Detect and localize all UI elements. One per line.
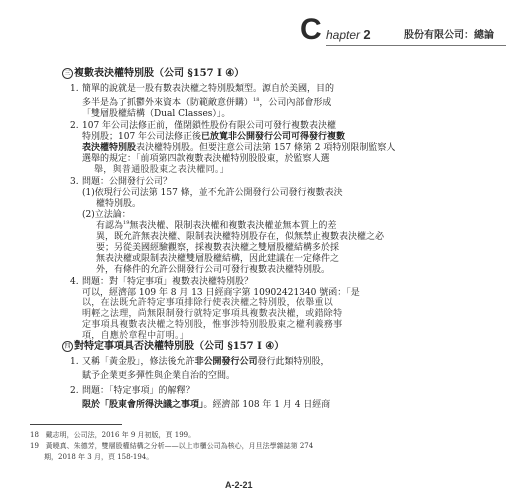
- footnote-text: 戴志明，公司法，2016 年 9 月初版，頁 199。: [45, 431, 196, 439]
- sub-item-line: (2)立法論：: [82, 210, 131, 220]
- paragraph-line: 無表決權或限制表決權雙層股權結構，因此建議在一定條件之: [96, 254, 340, 264]
- paragraph-line: 「雙層股權結構（Dual Classes）」。: [82, 109, 231, 119]
- text-span: 有認為: [96, 221, 124, 231]
- section-heading-veto: [62, 340, 284, 354]
- section-title: 複數表決權特別股（公司 §157 Ⅰ ④）: [74, 68, 245, 79]
- footnote-number: 19: [30, 442, 39, 450]
- quote-line: 以，在法既允許特定事項排除行使表決權之特別股，依舉重以: [82, 298, 334, 308]
- sub-item-line: (1)依現行公司法第 157 條，並不允許公開發行公司發行複數表決: [82, 188, 343, 198]
- text-span: 多半是為了抓鬱外來資本（防範敵意併購）: [82, 98, 254, 108]
- item-number: 1.: [70, 84, 79, 94]
- chapter-word: hapter: [326, 28, 361, 42]
- paragraph-line: 異，既允許無表決權、限制表決權特別股存在，似無禁止複數表決權之必: [96, 232, 385, 242]
- chapter-label: [326, 28, 371, 42]
- footnote-text: 黃曉真、朱德芳，雙層股權結構之分析——以上市櫃公司為核心，月旦法學雜誌第 274: [45, 442, 314, 450]
- item-number: 1.: [70, 357, 79, 367]
- question-line: 問題：公開發行公司？: [82, 177, 173, 187]
- section-marker: 三: [62, 68, 73, 79]
- quote-line: 項，自應於章程中訂明。」: [82, 331, 190, 341]
- paragraph-line: 簡單的說就是一股有數表決權之特別股類型。源自於美國，目的: [82, 84, 335, 94]
- chapter-header: [300, 14, 510, 54]
- quote-line: 明輕之法理，尚無限制發行就特定事項具複數表決權，或錯除特: [82, 309, 343, 319]
- text-span: 表決權特別股。但要注意公司法第 157 條第 2 項特別限制監察人: [136, 143, 396, 153]
- text-span: 。經濟部 108 年 1 月 4 日經商: [203, 400, 331, 410]
- text-span: 立法論：: [94, 210, 131, 220]
- section-marker: 四: [62, 341, 73, 352]
- item-number: 2.: [70, 386, 79, 396]
- paragraph-line: [82, 398, 330, 412]
- paragraph-line: [82, 355, 330, 369]
- quote-line: 定事項具複數表決權之特別股，惟事涉特別股股東之權利義務事: [82, 320, 343, 330]
- emphasis-text: 已放寬非公開發行公司可得發行複數: [201, 132, 346, 142]
- chapter-letter: C: [300, 13, 322, 46]
- question-line: 問題：「特定事項」的解釋？: [82, 386, 195, 396]
- text-span: 特別股；107 年公司法修正後: [82, 132, 202, 142]
- paragraph-line: 選舉的規定：「前項第四款複數表決權特別股股東，於監察人選: [82, 154, 330, 164]
- chapter-number: 2: [363, 27, 371, 42]
- paragraph-line: 要；另從美國經驗觀察，採複數表決權之雙層股權結構多於採: [96, 243, 340, 253]
- paragraph-line: 可以，經濟部 109 年 8 月 13 日經商字第 10902421340 號函：「是: [82, 288, 360, 298]
- emphasis-text: 限於「股東會所得決議之事項」: [82, 400, 204, 410]
- paragraph-line: 權特別股。: [96, 199, 142, 209]
- text-span: ，公司內部會形成: [259, 98, 332, 108]
- footnote-ref: 19: [123, 220, 130, 226]
- paragraph-line: 107 年公司法修正前，僅閉鎖性股份有限公司可發行複數表決權: [82, 121, 337, 131]
- sub-item-marker: 2: [85, 210, 92, 220]
- emphasis-text: 表決權特別股: [82, 143, 137, 153]
- paragraph-line: 賦予企業更多彈性與企業自治的空間。: [82, 371, 236, 381]
- item-number: 3.: [70, 177, 79, 187]
- question-line: 問題：對「特定事項」複數表決權特別股？: [82, 277, 254, 287]
- page-number: A-2-21: [225, 480, 253, 490]
- paragraph-line: 外，有條件的允許公開發行公司可發行複數表決權特別股。: [96, 265, 331, 275]
- text-span: 依現行公司法第 157 條，並不允許公開發行公司發行複數表決: [94, 188, 343, 198]
- footnote-ref: 18: [253, 97, 260, 103]
- sub-item-marker: 1: [85, 188, 92, 198]
- section-title: 對特定事項具否決權特別股（公司 §157 Ⅰ ④）: [74, 341, 285, 352]
- item-number: 4.: [70, 277, 79, 287]
- chapter-title: 股份有限公司：總論: [404, 30, 494, 41]
- header-rule: [326, 45, 506, 46]
- section-heading-multiple-voting: [62, 67, 244, 81]
- footnote: [30, 441, 313, 452]
- quote-line: 舉，與普通股股東之表決權同。」: [94, 165, 230, 175]
- text-span: 發行此類特別股，: [257, 357, 330, 367]
- text-span: 無表決權、限制表決權和複數表決權並無本質上的差: [129, 221, 337, 231]
- item-number: 2.: [70, 121, 79, 131]
- footnote-number: 18: [30, 431, 39, 439]
- footnote: [30, 430, 195, 441]
- text-span: 又稱「黃金股」，修法後允許: [82, 357, 195, 367]
- footnote-continuation: 期，2018 年 3 月，頁 158-194。: [44, 453, 154, 461]
- emphasis-text: 非公開發行公司: [194, 357, 258, 367]
- footnote-separator: [30, 424, 122, 425]
